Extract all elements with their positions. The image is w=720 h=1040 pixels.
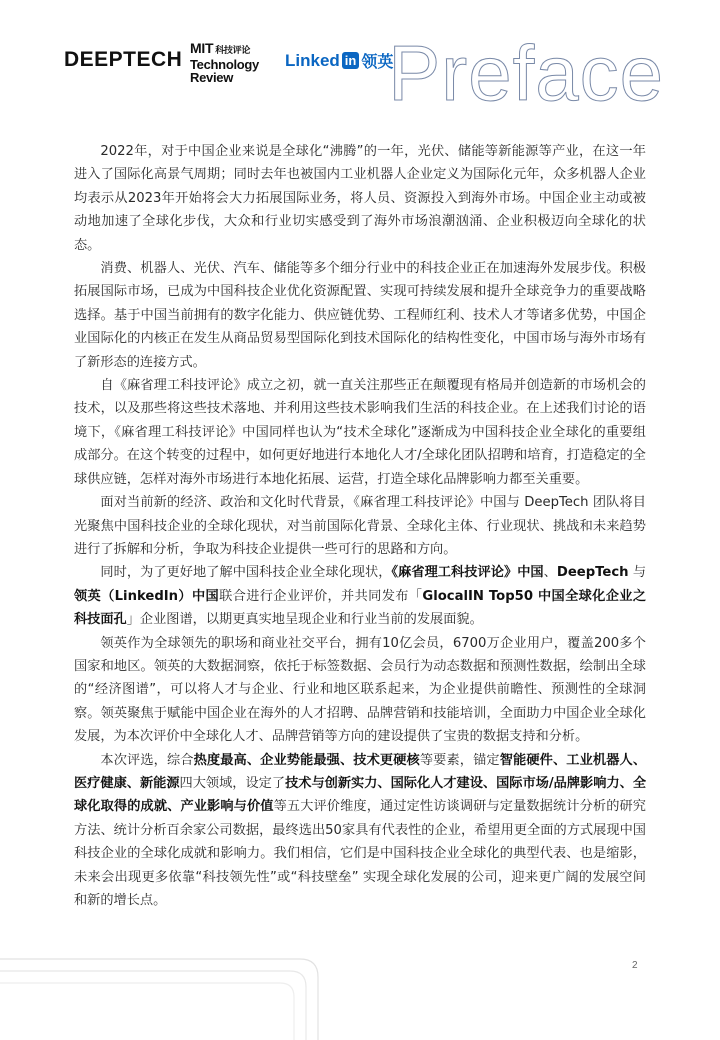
bold-text: 热度最高、企业势能最强、技术更硬核 [193,752,420,768]
bold-text: 《麻省理工科技评论》中国 [391,565,544,581]
bold-text: 技术与创新实力、国际化人才建设、国际市场/品牌影响力、全球化取得的成就、产业影响与价值 [74,775,647,815]
paragraph [74,632,646,749]
text-run: 四大领域，设定了 [179,775,286,791]
page-number: 2 [632,960,638,971]
paragraph [74,491,646,561]
text-run: 自《麻省理工科技评论》成立之初，就一直关注那些正在颠覆现有格局并创造新的市场机会的技术，以及那些将这些技术落地、并利用这些技术影响我们生活的科技企业。在上述我们讨论的语境下，《麻省理工科技评论》中国同样也认为“技术全球化”逐渐成为中国科技企业全球化的重要组成部分。在这个转变的过程中，如何更好地进行本地化人才/全球化团队招聘和培育，打造稳定的全球供应链，怎样对海外市场进行本地化拓展、运营，打造全球化品牌影响力都至关重要。 [74,378,646,487]
paragraph [74,140,646,257]
preface-body [74,140,646,912]
mit-logo-technology-text: Technology [190,57,259,72]
bold-text: DeepTech [556,565,629,581]
page-header [0,0,720,130]
text-run: 、 [543,565,557,581]
decorative-corner-lines [0,945,330,1040]
mit-logo-review-text: Review [190,70,234,85]
bold-text: 智能硬件、工业机器人、医疗健康、新能源 [74,752,647,791]
linkedin-logo [285,49,393,72]
paragraph [74,257,646,374]
page-title: Preface [388,29,664,117]
mit-logo-text: MIT [190,40,214,56]
text-run: 等五大评价维度，通过定性访谈调研与定量数据统计分析的研究方法、统计分析百余家公司数据，最终选出50家具有代表性的企业，希望用更全面的方式展现中国科技企业的全球化成就和影响力。我们相信，它们是中国科技企业全球化的典型代表、也是缩影，未来会出现更多依靠“科技领先性”或“科技壁垒” 实现全球化发展的公司，迎来更广阔的发展空间和新的增长点。 [74,799,646,908]
text-run: 」企业图谱，以期更真实地呈现企业和行业当前的发展面貌。 [126,612,483,628]
text-run: 消费、机器人、光伏、汽车、储能等多个细分行业中的科技企业正在加速海外发展步伐。积极拓展国际市场，已成为中国科技企业优化资源配置、实现可持续发展和提升全球竞争力的重要战略选择。基于中国当前拥有的数字化能力、供应链优势、工程师红利、技术人才等诸多优势，中国企业国际化的内核正在发生从商品贸易型国际化到技术国际化的结构性变化，中国市场与海外市场有了新形态的连接方式。 [74,261,646,370]
mit-logo-cn-text: 科技评论 [215,46,251,56]
bold-text: 领英（LinkedIn）中国 [74,588,220,604]
linkedin-logo-text: Linked [285,50,340,70]
paragraph [74,749,646,913]
linkedin-logo-cn-text: 领英 [361,52,394,71]
text-run: 同时，为了更好地了解中国科技企业全球化现状， [100,565,392,581]
text-run: 本次评选，综合 [100,752,194,768]
text-run: 领英作为全球领先的职场和商业社交平台，拥有10亿会员，6700万企业用户，覆盖200多个国家和地区。领英的大数据洞察，依托于标签数据、会员行为动态数据和预测性数据，绘制出全球的“经济图谱”，可以将人才与企业、行业和地区联系起来，为企业提供前瞻性、预测性的全球洞察。领英聚焦于赋能中国企业在海外的人才招聘、品牌营销和技能培训，全面助力中国企业全球化发展，为本次评价中全球化人才、品牌营销等方向的建设提供了宝贵的数据支持和分析。 [74,635,646,745]
linkedin-in-icon: in [342,52,360,69]
paragraph [74,374,646,491]
text-run: 联合进行企业评价，并共同发布「 [219,588,423,604]
text-run: 2022年，对于中国企业来说是全球化“沸腾”的一年，光伏、储能等新能源等产业，在这一年进入了国际化高景气周期；同时去年也被国内工业机器人企业定义为国际化元年，众多机器人企业均表示从2023年开始将会大力拓展国际业务，将人员、资源投入到海外市场。中国企业主动或被动地加速了全球化步伐，大众和行业切实感受到了海外市场浪潮汹涌、企业积极迈向全球化的状态。 [74,144,646,253]
deeptech-logo: DEEPTECH [64,48,183,71]
text-run: 面对当前新的经济、政治和文化时代背景，《麻省理工科技评论》中国与 DeepTech 团队将目光聚焦中国科技企业的全球化现状，对当前国际化背景、全球化主体、行业现状、挑战和未来趋势进行了拆解和分析，争取为科技企业提供一些可行的思路和方向。 [74,495,646,557]
bold-text: GlocalIN Top50 中国全球化企业之科技面孔 [74,588,647,628]
text-run: 等要素，锚定 [419,752,500,768]
text-run: 与 [628,565,647,581]
mit-technology-review-logo [190,42,270,84]
paragraph [74,561,646,631]
